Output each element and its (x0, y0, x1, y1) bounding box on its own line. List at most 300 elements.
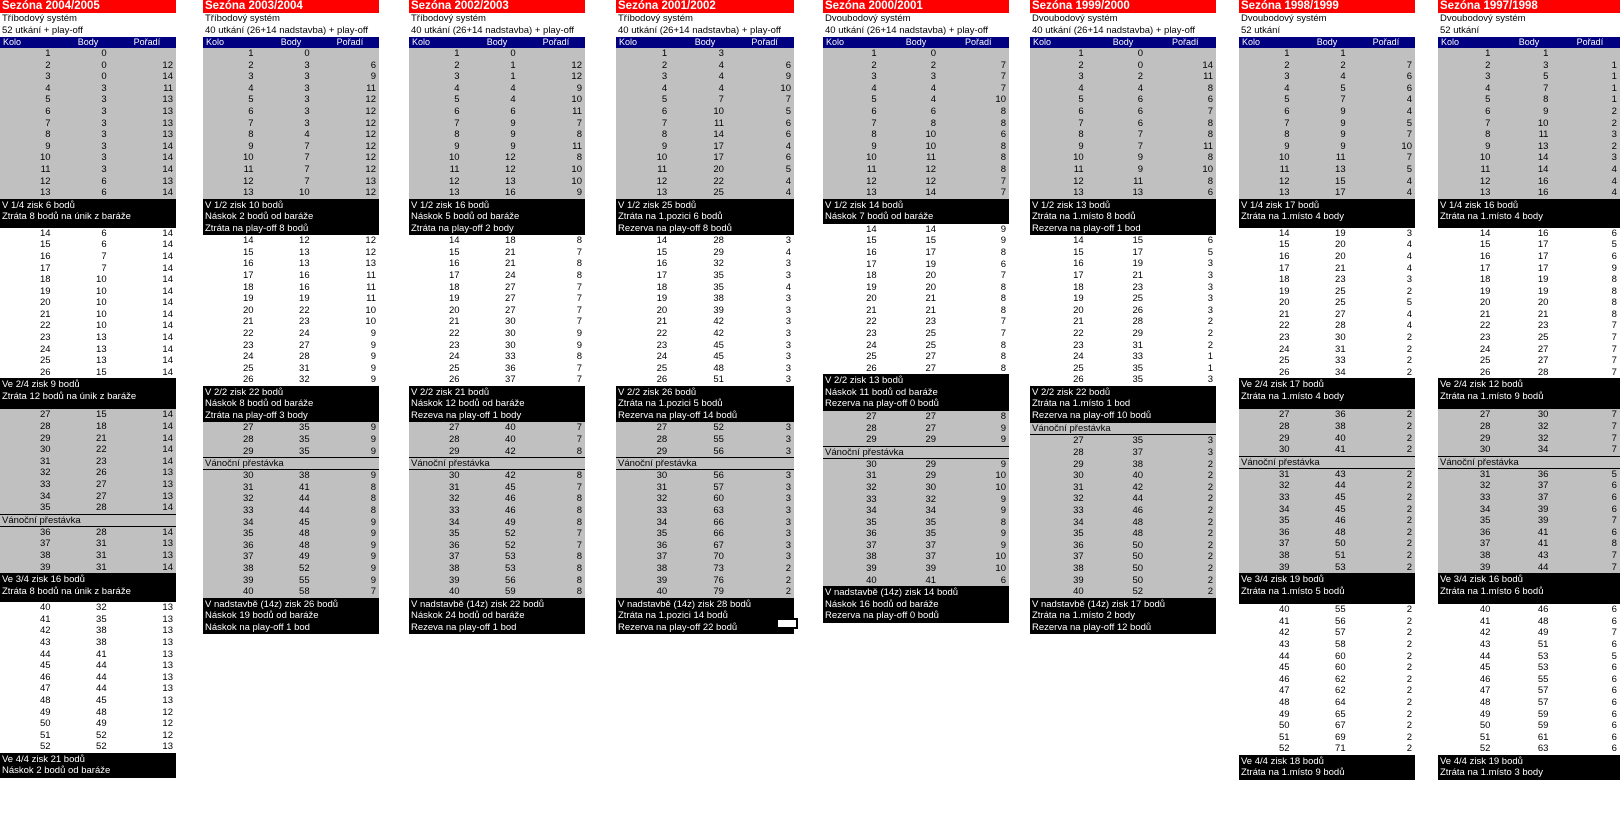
round-number: 33 (866, 493, 877, 505)
position-value: 2 (1406, 615, 1412, 627)
round-number: 11 (243, 163, 254, 175)
position-value: 14 (162, 152, 173, 164)
table-row (409, 540, 585, 552)
table-row (0, 409, 176, 421)
rounds-block (203, 48, 379, 199)
position-value: 6 (370, 59, 376, 71)
round-number: 20 (1073, 304, 1084, 316)
round-number: 49 (1278, 708, 1290, 720)
position-value: 12 (365, 117, 376, 129)
position-value: 11 (1203, 140, 1213, 152)
position-value: 8 (1000, 351, 1006, 363)
points-value: 35 (1132, 374, 1144, 386)
table-row (616, 374, 794, 386)
table-row (1030, 435, 1216, 447)
table-row (1438, 732, 1620, 744)
points-value: 12 (299, 235, 310, 247)
summary-line: V 1/2 zisk 13 bodů (1032, 199, 1111, 211)
round-number: 48 (1479, 696, 1491, 708)
table-row (409, 328, 585, 340)
table-row (0, 672, 176, 684)
position-value: 2 (1207, 493, 1213, 505)
table-row (203, 305, 379, 317)
season-column-1999-2000 (1030, 0, 1216, 634)
position-value: 1 (1611, 59, 1617, 71)
points-value: 46 (1335, 515, 1346, 527)
round-number: 36 (866, 528, 877, 540)
season-column-2004-2005 (0, 0, 176, 778)
table-row (1438, 504, 1620, 516)
position-value: 2 (1406, 409, 1412, 421)
table-row (616, 152, 794, 164)
round-number: 49 (39, 706, 51, 718)
table-row (1438, 309, 1620, 321)
table-row (1239, 604, 1415, 616)
table-row (1030, 328, 1216, 340)
round-number: 38 (448, 562, 460, 574)
round-number: 34 (1278, 503, 1290, 515)
round-number: 1 (871, 48, 877, 59)
round-number: 6 (1485, 105, 1491, 117)
points-value: 0 (930, 48, 937, 59)
position-value: 14 (162, 274, 173, 286)
points-value: 6 (101, 239, 107, 251)
points-value: 6 (1137, 94, 1144, 106)
header-kolo: Kolo (1033, 37, 1052, 47)
points-value: 16 (1537, 175, 1549, 187)
season-column-2002-2003 (409, 0, 585, 634)
points-value: 4 (510, 82, 516, 94)
position-value: 8 (576, 270, 582, 281)
points-value: 34 (1537, 444, 1549, 456)
table-row (0, 602, 176, 614)
position-value: 2 (1207, 562, 1213, 574)
summary-line: V 1/2 zisk 16 bodů (411, 199, 490, 211)
position-value: 3 (785, 316, 791, 328)
round-number: 22 (39, 320, 51, 332)
position-value: 10 (571, 175, 582, 187)
position-value: 3 (1207, 293, 1213, 305)
christmas-break: Vánoční přestávka (823, 446, 1009, 459)
position-value: 2 (1406, 708, 1412, 720)
points-value: 20 (1335, 250, 1346, 262)
round-number: 31 (1073, 481, 1084, 493)
table-row (1030, 106, 1216, 118)
position-value: 7 (1611, 332, 1617, 344)
table-row (203, 83, 379, 95)
position-value: 7 (1207, 105, 1213, 117)
position-value: 8 (1000, 246, 1006, 258)
points-value: 27 (1537, 355, 1549, 367)
round-number: 21 (1073, 316, 1084, 328)
points-value: 28 (713, 235, 724, 247)
table-row (1438, 480, 1620, 492)
points-value: 49 (1537, 627, 1549, 639)
round-number: 17 (448, 270, 460, 281)
points-value: 42 (713, 316, 724, 328)
position-value: 12 (571, 59, 582, 71)
season-column-2003-2004 (203, 0, 379, 634)
header-body: Body (486, 37, 508, 47)
position-value: 9 (1000, 235, 1006, 247)
table-row (1438, 228, 1620, 240)
round-number: 36 (1278, 526, 1290, 538)
table-row (1438, 344, 1620, 356)
points-value: 41 (96, 648, 107, 660)
table-row (1030, 351, 1216, 363)
summary-line: Ztráta na 1.místo 9 bodů (1440, 390, 1544, 402)
table-row (823, 94, 1009, 106)
position-value: 8 (576, 551, 582, 563)
points-value: 27 (1537, 343, 1549, 355)
round-number: 23 (866, 328, 877, 340)
points-value: 6 (101, 227, 107, 239)
position-value: 11 (163, 82, 173, 94)
table-row (823, 540, 1009, 552)
round-number: 25 (866, 351, 877, 363)
points-value: 4 (1340, 71, 1346, 83)
position-value: 6 (1611, 638, 1617, 650)
points-value: 3 (304, 59, 310, 71)
position-value: 4 (1406, 187, 1412, 199)
round-number: 15 (1479, 239, 1491, 251)
position-value: 5 (1406, 297, 1412, 309)
round-number: 13 (656, 187, 668, 199)
position-value: 13 (162, 105, 173, 117)
points-value: 7 (101, 250, 107, 262)
points-value: 39 (1537, 503, 1549, 515)
round-number: 39 (1073, 574, 1084, 586)
rounds-block (1030, 235, 1216, 386)
points-value: 6 (1137, 117, 1144, 129)
table-row (616, 446, 794, 458)
summary-line: Ve 4/4 zisk 19 bodů (1440, 755, 1523, 767)
table-row (616, 528, 794, 540)
rounds-block (0, 527, 176, 573)
points-value: 9 (1340, 117, 1346, 129)
table-row (409, 60, 585, 72)
round-number: 20 (1479, 297, 1491, 309)
round-number: 37 (242, 551, 254, 563)
position-value: 10 (365, 316, 376, 328)
table-row (1239, 515, 1415, 527)
position-value: 14 (162, 343, 173, 355)
table-row (1030, 164, 1216, 176)
column-header (1030, 37, 1216, 48)
position-value: 4 (785, 187, 791, 199)
position-value: 7 (576, 304, 582, 316)
round-number: 1 (1485, 48, 1491, 59)
position-value: 2 (1406, 421, 1412, 433)
round-number: 12 (448, 175, 460, 187)
table-row (0, 527, 176, 539)
round-number: 28 (656, 434, 668, 446)
position-value: 9 (370, 445, 376, 457)
rounds-block (823, 48, 1009, 199)
points-value: 57 (1335, 627, 1346, 639)
round-number: 39 (242, 574, 254, 586)
table-row (1239, 367, 1415, 379)
points-value: 50 (1132, 562, 1144, 574)
summary-line: Náskok na play-off 1 bod (205, 621, 310, 633)
table-row (1030, 282, 1216, 294)
table-row (1030, 94, 1216, 106)
rounds-block (1239, 469, 1415, 573)
position-value: 6 (1000, 258, 1006, 270)
points-value: 3 (304, 82, 310, 94)
round-number: 16 (1479, 250, 1491, 262)
quarter-summary (1438, 199, 1620, 224)
points-value: 11 (926, 152, 937, 164)
table-row (616, 60, 794, 72)
position-value: 7 (1611, 627, 1617, 639)
table-row (0, 344, 176, 356)
round-number: 12 (1073, 175, 1084, 187)
position-value: 13 (162, 648, 173, 660)
table-row (409, 470, 585, 482)
round-number: 27 (1479, 409, 1491, 421)
points-value: 44 (1335, 480, 1346, 492)
table-row (0, 479, 176, 491)
rounds-block (0, 409, 176, 513)
position-value: 5 (1406, 117, 1412, 129)
position-value: 13 (162, 94, 173, 106)
position-value: 6 (1207, 94, 1213, 106)
round-number: 12 (1278, 175, 1290, 187)
points-value: 9 (510, 140, 516, 152)
points-value: 1 (1340, 48, 1346, 59)
position-value: 4 (785, 246, 791, 258)
round-number: 4 (45, 82, 51, 94)
points-value: 45 (299, 516, 310, 528)
points-value: 60 (1335, 662, 1346, 674)
round-number: 20 (656, 304, 668, 316)
points-value: 32 (1537, 432, 1549, 444)
round-number: 29 (866, 434, 877, 446)
points-value: 12 (925, 163, 937, 175)
position-value: 2 (1406, 743, 1412, 755)
position-value: 9 (370, 422, 376, 434)
points-value: 59 (1537, 708, 1549, 720)
round-number: 28 (1479, 421, 1491, 433)
round-number: 25 (39, 355, 51, 367)
points-value: 4 (1137, 82, 1144, 94)
round-number: 24 (1278, 343, 1290, 355)
position-value: 3 (785, 374, 791, 386)
points-value: 52 (299, 562, 310, 574)
points-value: 42 (713, 327, 724, 339)
points-value: 32 (713, 258, 724, 270)
round-number: 3 (45, 71, 51, 83)
quarter-summary (1239, 378, 1415, 403)
round-number: 16 (1073, 258, 1084, 270)
round-number: 37 (448, 551, 460, 563)
round-number: 3 (871, 71, 877, 83)
table-row (823, 363, 1009, 375)
summary-line: Ztráta 8 bodů na únik z baráže (2, 211, 131, 223)
table-row (203, 505, 379, 517)
table-row (203, 374, 379, 386)
round-number: 16 (656, 258, 668, 270)
round-number: 15 (242, 246, 254, 258)
points-value: 31 (96, 538, 107, 550)
position-value: 8 (370, 505, 376, 516)
scoring-system: Tříbodový systém (203, 13, 379, 25)
round-number: 19 (1073, 293, 1084, 305)
round-number: 5 (661, 94, 668, 106)
round-number: 27 (1278, 409, 1290, 421)
points-value: 51 (1335, 549, 1346, 561)
position-value: 14 (162, 285, 173, 297)
position-value: 8 (370, 481, 376, 493)
round-number: 25 (1278, 355, 1290, 367)
table-row (203, 517, 379, 529)
position-value: 7 (576, 434, 582, 446)
position-value: 12 (365, 187, 376, 199)
points-value: 63 (1537, 743, 1549, 755)
cell-selection-cursor[interactable] (776, 618, 798, 629)
summary-line: Rezerva na play-off 1 bod (1032, 222, 1141, 234)
points-value: 4 (718, 71, 724, 83)
summary-line: V 1/4 zisk 17 bodů (1241, 199, 1320, 211)
table-row (823, 270, 1009, 282)
quarter-summary (0, 573, 176, 598)
summary-line: Ve 3/4 zisk 19 bodů (1241, 574, 1324, 586)
points-value: 30 (505, 327, 516, 339)
position-value: 2 (1406, 627, 1412, 639)
table-row (616, 258, 794, 270)
position-value: 14 (162, 561, 173, 573)
header-body: Body (77, 37, 99, 47)
points-value: 58 (299, 586, 310, 598)
round-number: 21 (1479, 308, 1491, 320)
season-title: Sezóna 1998/1999 (1239, 0, 1415, 13)
points-value: 14 (925, 187, 937, 199)
round-number: 20 (39, 297, 51, 309)
position-value: 7 (1611, 409, 1617, 421)
position-value: 6 (1611, 673, 1617, 685)
summary-line: V 2/2 zisk 13 bodů (825, 375, 904, 387)
summary-line: Ztráta na 1.pozici 6 bodů (618, 211, 723, 223)
table-row (0, 649, 176, 661)
points-value: 46 (505, 505, 516, 516)
position-value: 7 (1000, 270, 1006, 282)
round-number: 3 (248, 71, 254, 83)
summary-line: V 2/2 zisk 21 bodů (411, 386, 490, 398)
position-value: 13 (162, 613, 173, 625)
points-value: 9 (1340, 140, 1346, 152)
round-number: 12 (1479, 175, 1491, 187)
table-row (1030, 340, 1216, 352)
quarter-summary (203, 199, 379, 236)
points-value: 5 (1543, 71, 1549, 83)
points-value: 52 (96, 729, 107, 741)
table-row (409, 482, 585, 494)
round-number: 20 (866, 293, 877, 305)
round-number: 9 (871, 140, 877, 152)
round-number: 32 (39, 467, 51, 479)
points-value: 29 (925, 458, 937, 470)
table-row (1239, 504, 1415, 516)
quarter-summary (616, 598, 794, 635)
table-row (1239, 409, 1415, 421)
table-row (0, 433, 176, 445)
table-row (616, 270, 794, 282)
header-poradi: Pořadí (1372, 37, 1400, 47)
table-row (203, 586, 379, 598)
table-row (616, 493, 794, 505)
points-value: 13 (96, 332, 107, 344)
points-value: 16 (505, 187, 516, 199)
round-number: 10 (866, 152, 877, 164)
position-value: 11 (572, 140, 582, 152)
position-value: 11 (366, 281, 376, 293)
round-number: 7 (1485, 117, 1491, 129)
round-number: 19 (866, 281, 877, 293)
table-row (0, 695, 176, 707)
position-value: 14 (162, 250, 173, 262)
table-row (0, 141, 176, 153)
summary-line: Rezerva na play-off 8 bodů (618, 222, 732, 234)
points-value: 57 (1537, 685, 1549, 697)
points-value: 27 (299, 339, 310, 351)
round-number: 35 (656, 528, 668, 540)
position-value: 2 (1207, 470, 1213, 482)
round-number: 7 (1078, 117, 1084, 129)
table-row (409, 270, 585, 282)
round-number: 2 (45, 59, 51, 71)
points-value: 3 (304, 94, 310, 106)
position-value: 4 (1406, 262, 1412, 274)
table-row (203, 94, 379, 106)
position-value: 2 (1406, 492, 1412, 503)
table-row (203, 106, 379, 118)
position-value: 7 (1611, 515, 1617, 527)
round-number: 39 (448, 574, 460, 586)
points-value: 10 (713, 105, 724, 117)
summary-line: V 1/2 zisk 14 bodů (825, 199, 904, 211)
position-value: 10 (780, 82, 791, 94)
points-value: 16 (299, 281, 310, 293)
points-value: 20 (713, 163, 724, 175)
points-value: 33 (505, 351, 516, 363)
round-number: 38 (1073, 562, 1084, 574)
position-value: 14 (162, 187, 173, 199)
round-number: 15 (448, 246, 460, 258)
table-row (616, 48, 794, 60)
round-number: 31 (242, 481, 254, 493)
table-row (616, 470, 794, 482)
quarter-summary (823, 199, 1009, 224)
points-value: 21 (1335, 262, 1346, 274)
points-value: 36 (1537, 468, 1549, 480)
round-number: 35 (39, 502, 51, 514)
table-row (409, 71, 585, 83)
rounds-block (203, 470, 379, 598)
table-row (409, 83, 585, 95)
position-value: 11 (366, 82, 376, 94)
round-number: 40 (656, 586, 668, 598)
summary-line: Ve 2/4 zisk 17 bodů (1241, 379, 1324, 391)
table-row (1239, 685, 1415, 697)
points-value: 38 (713, 293, 724, 305)
position-value: 8 (1207, 129, 1213, 141)
points-value: 35 (1132, 435, 1144, 447)
points-value: 3 (718, 48, 724, 59)
round-number: 22 (448, 327, 460, 339)
position-value: 9 (370, 516, 376, 528)
table-row (823, 152, 1009, 164)
